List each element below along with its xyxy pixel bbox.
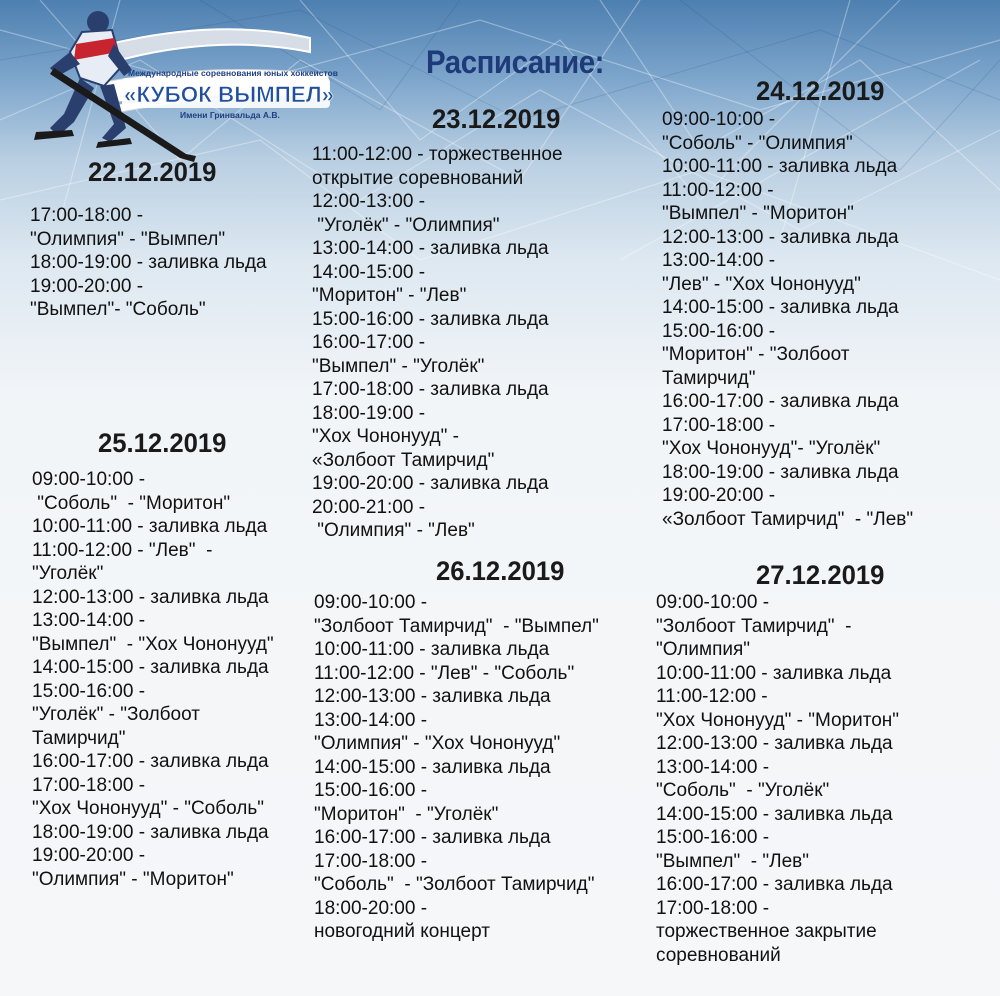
schedule-line: 19:00-20:00 - [30,275,144,297]
date-heading-23-12: 23.12.2019 [432,104,561,134]
schedule-line: 10:00-11:00 - заливка льда [314,639,550,660]
schedule-line: "Уголёк" [32,563,104,584]
schedule-line: 19:00-20:00 - [662,485,776,506]
schedule-line: "Лев" - "Хох Чононууд" [662,273,861,295]
schedule-line: 16:00-17:00 - заливка льда [314,827,551,848]
schedule-line: 13:00-14:00 - [656,756,770,778]
schedule-line: 10:00-11:00 - заливка льда [32,516,268,537]
schedule-list-23-12 [312,143,563,543]
schedule-list-27-12 [656,591,899,967]
schedule-line: 14:00-15:00 - заливка льда [656,803,893,825]
schedule-line: 12:00-13:00 - заливка льда [314,686,551,707]
schedule-line: "Хох Чононууд" - "Моритон" [656,709,900,731]
schedule-line: 18:00-19:00 - заливка льда [32,821,269,843]
schedule-line: "Золбоот Тамирчид" - [656,615,852,637]
schedule-line: Тамирчид" [662,367,756,389]
schedule-line: "Соболь" - "Уголёк" [656,780,830,801]
schedule-line: "Вымпел" - "Уголёк" [312,355,485,377]
schedule-line: "Олимпия" - "Моритон" [32,868,234,890]
hockey-player-logo-graphic [10,4,350,164]
schedule-line: 15:00-16:00 - заливка льда [312,308,549,330]
schedule-line: соревнований [656,944,781,966]
schedule-line: "Олимпия" [656,639,751,660]
schedule-line: "Моритон" - "Золбоот [662,344,850,365]
schedule-line: 20:00-21:00 - [312,496,426,518]
schedule-line: 15:00-16:00 - [32,680,146,702]
schedule-line: 16:00-17:00 - заливка льда [656,874,893,895]
page-title: Расписание: [426,44,604,80]
schedule-line: "Олимпия" - "Вымпел" [30,228,226,250]
schedule-line: 14:00-15:00 - заливка льда [662,297,899,318]
date-heading-22-12: 22.12.2019 [88,157,217,187]
schedule-line: "Хох Чононууд" - "Соболь" [32,798,264,819]
schedule-line: Тамирчид" [32,727,126,749]
schedule-line: "Вымпел" - "Хох Чононууд" [32,633,274,655]
schedule-line: новогодний концерт [314,921,490,942]
schedule-line: 14:00-15:00 - заливка льда [32,657,269,678]
schedule-line: "Олимпия" - "Хох Чононууд" [314,733,561,754]
schedule-line: 15:00-16:00 - [656,827,770,848]
schedule-line: "Хох Чононууд" - [312,426,459,447]
schedule-list-26-12 [314,591,599,944]
schedule-line: "Соболь" - "Моритон" [32,492,231,514]
schedule-line: 17:00-18:00 - [30,205,144,226]
schedule-line: 09:00-10:00 - [314,592,428,613]
tournament-logo [10,4,350,164]
schedule-line: 11:00-12:00 - "Лев" - [32,539,213,561]
schedule-line: 18:00-20:00 - [314,897,428,919]
schedule-line: 13:00-14:00 - заливка льда [312,238,549,259]
schedule-line: "Вымпел" - "Лев" [656,850,809,872]
schedule-line: 17:00-18:00 - [32,774,146,796]
schedule-line: 17:00-18:00 - [662,414,776,436]
schedule-line: 17:00-18:00 - заливка льда [312,379,549,400]
schedule-line: 15:00-16:00 - [314,780,428,801]
schedule-line: "Хох Чононууд"- "Уголёк" [662,438,881,459]
schedule-line: 10:00-11:00 - заливка льда [662,156,898,177]
schedule-line: 18:00-19:00 - [312,402,426,424]
schedule-list-22-12 [30,204,267,322]
schedule-line: 16:00-17:00 - заливка льда [662,391,899,412]
schedule-line: 14:00-15:00 - заливка льда [314,756,551,778]
schedule-line: 18:00-19:00 - заливка льда [30,252,267,273]
schedule-line: 17:00-18:00 - [314,850,428,872]
schedule-line: "Золбоот Тамирчид" - "Вымпел" [314,615,599,637]
schedule-line: 11:00-12:00 - торжественное [312,144,563,165]
date-heading-26-12: 26.12.2019 [436,556,565,586]
schedule-line: 15:00-16:00 - [662,320,776,342]
schedule-line: "Вымпел" - "Моритон" [662,203,854,224]
schedule-line: 09:00-10:00 - [32,469,146,490]
schedule-line: «Золбоот Тамирчид" [312,449,495,471]
schedule-line: 14:00-15:00 - [312,261,426,283]
schedule-line: 17:00-18:00 - [656,897,770,919]
schedule-list-24-12 [662,108,913,531]
schedule-line: 16:00-17:00 - заливка льда [32,751,269,772]
schedule-line: 19:00-20:00 - [32,845,146,866]
schedule-line: 10:00-11:00 - заливка льда [656,662,892,684]
schedule-line: "Моритон" - "Уголёк" [314,803,499,825]
date-heading-25-12: 25.12.2019 [98,428,227,458]
schedule-list-25-12 [32,468,274,891]
schedule-line: 13:00-14:00 - [314,709,428,731]
schedule-line: "Моритон" - "Лев" [312,285,467,306]
schedule-line: 09:00-10:00 - [662,109,776,130]
schedule-line: 12:00-13:00 - [312,191,426,212]
schedule-line: "Уголёк" - "Олимпия" [312,214,500,236]
schedule-line: 11:00-12:00 - "Лев" - "Соболь" [314,662,575,684]
schedule-line: "Соболь" - "Золбоот Тамирчид" [314,874,595,895]
date-heading-27-12: 27.12.2019 [756,560,885,590]
logo-title: «КУБОК ВЫМПЕЛ» [124,82,334,107]
schedule-line: 13:00-14:00 - [662,250,776,271]
schedule-line: торжественное закрытие [656,921,877,942]
schedule-line: "Вымпел"- "Соболь" [30,299,206,320]
schedule-line: 16:00-17:00 - [312,332,426,353]
schedule-line: 12:00-13:00 - заливка льда [32,586,269,608]
schedule-line: 13:00-14:00 - [32,610,146,631]
schedule-line: 12:00-13:00 - заливка льда [662,226,899,248]
schedule-line: 09:00-10:00 - [656,592,770,613]
schedule-line: 12:00-13:00 - заливка льда [656,733,893,754]
schedule-line: открытие соревнований [312,167,524,189]
schedule-line: "Соболь" - "Олимпия" [662,132,853,154]
schedule-line: 19:00-20:00 - заливка льда [312,473,549,494]
logo-name: Имени Гринвальда А.В. [180,110,280,120]
schedule-line: 18:00-19:00 - заливка льда [662,461,899,483]
schedule-line: «Золбоот Тамирчид" - "Лев" [662,508,914,530]
schedule-line: "Олимпия" - "Лев" [312,520,475,541]
schedule-line: 11:00-12:00 - [662,179,774,201]
logo-subtitle: Международные соревнования юных хоккеистов [128,68,338,78]
schedule-line: 11:00-12:00 - [656,686,768,707]
schedule-line: "Уголёк" - "Золбоот [32,704,200,725]
date-heading-24-12: 24.12.2019 [756,76,885,106]
